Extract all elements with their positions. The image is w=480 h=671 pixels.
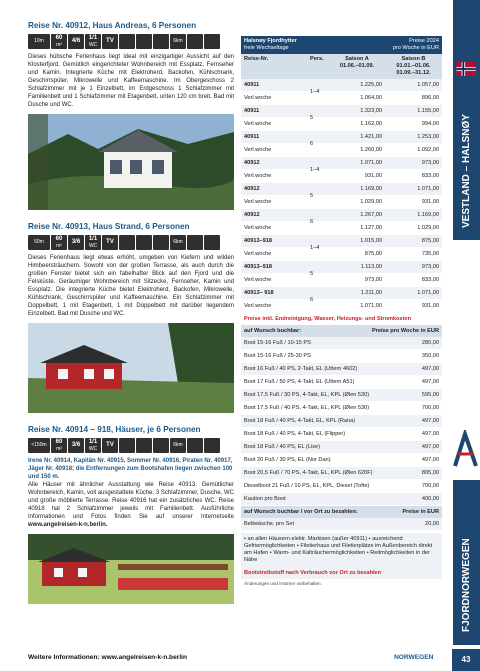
- table-cell: 1.127,00: [360, 225, 382, 231]
- boat-label: Boot 16 Fuß / 40 PS, 2-Takt, EL (Uttern 4602): [244, 365, 358, 372]
- table-cell: 1.211,00: [360, 290, 382, 296]
- table-cell: 40911: [244, 108, 260, 114]
- col-pers: Pers.: [310, 56, 324, 62]
- table-subtitle: freie Wechseltage: [244, 45, 289, 51]
- table-row: [241, 183, 442, 199]
- boat-price: 400,00: [421, 495, 439, 502]
- boat-price: 805,00: [421, 469, 439, 476]
- table-cell: 1.071,00: [360, 303, 382, 309]
- table-cell: Verl.woche: [244, 303, 272, 309]
- house-andreas-photo: [28, 114, 234, 210]
- boat-label: Boot 15-16 Fuß / 25-30 PS: [244, 352, 311, 359]
- table-cell: 1.260,00: [360, 147, 382, 153]
- boat-label: Dieselboot 21 Fuß / 10 PS, EL, KPL, Diesel (Tofte): [244, 482, 370, 489]
- area-icon: 60 m²: [51, 34, 67, 49]
- boat-price: 497,00: [421, 430, 439, 437]
- table-title: Halsnøy Fjordhytter: [244, 38, 297, 44]
- table-cell: 5: [310, 193, 314, 199]
- houses-photo: [28, 534, 234, 604]
- table-cell: 40912: [244, 160, 260, 166]
- section-description: Dieses hübsche Ferienhaus liegt ideal mit einzigartiger Aussicht auf den Klosterfjord. Gemütlich eingerichteter Wohnbereich mit Essplatz, Fernseher und Kamin. Integrierte Küche mit Elektroherd, Backofen, Kühlschrank, Geschirrspüler, Mikrowelle und Kaffeemaschine. Im Obergeschoss 2 Schlafzimmer mit je 1 Einzelbett, im Erdgeschoss 1 Schlafzimmer mit Familienbett und 1 Schlafzimmer mit Etagenbett, unten 120 cm breit. Bad mit Dusche und WC.: [28, 54, 234, 108]
- table-cell: 1–4: [310, 89, 320, 95]
- table-unit: pro Woche in EUR: [392, 45, 439, 51]
- washer-icon: [136, 235, 152, 250]
- distance-icon: 50m: [28, 235, 50, 250]
- section-title: Reise Nr. 40913, Haus Strand, 6 Personen: [28, 222, 190, 231]
- boat-row: [241, 350, 442, 363]
- boat-label: Boot 20 Fuß / 30 PS, EL (Nor Dan): [244, 456, 331, 463]
- pets-icon: [153, 34, 169, 49]
- table-row: [241, 118, 442, 131]
- col-season-a: [329, 56, 385, 77]
- bath-icon: 1/1 WC: [85, 438, 101, 453]
- table-row: [241, 300, 442, 313]
- boat-row: [241, 376, 442, 389]
- fishing-icon: [204, 34, 220, 49]
- smoke-free-icon: [187, 34, 203, 49]
- boat-rows: [241, 337, 442, 506]
- footer-info: Weitere Informationen: www.angelreisen-k-n.berlin: [28, 654, 188, 661]
- table-cell: 1.092,00: [417, 147, 439, 153]
- shop-icon: 6km: [170, 34, 186, 49]
- boat-price: 497,00: [421, 365, 439, 372]
- table-cell: 994,00: [421, 121, 439, 127]
- table-cell: 833,00: [421, 173, 439, 179]
- boat-row: [241, 493, 442, 506]
- boat-label: Boot 20,5 Fuß / 70 PS, 4-Takt, EL, KPL (Ølen 620F): [244, 469, 373, 476]
- table-cell: 1.071,00: [417, 186, 439, 192]
- table-header: [241, 36, 442, 54]
- season-a-label: Saison A: [345, 56, 369, 62]
- table-cell: 40913–918: [244, 238, 272, 244]
- bath-icon: 1/1 WC: [85, 235, 101, 250]
- table-cell: 1.029,00: [417, 225, 439, 231]
- boat-row: [241, 467, 442, 480]
- fuel-note: Bootstreibstoff nach Verbrauch vor Ort zu bezahlen: [241, 567, 442, 579]
- bath-icon: 1/1 WC: [85, 34, 101, 49]
- footer-country: NORWEGEN: [394, 654, 434, 661]
- boat-price: 497,00: [421, 443, 439, 450]
- table-row: [241, 105, 442, 121]
- tv-icon: TV: [102, 438, 118, 453]
- table-cell: 931,00: [364, 173, 382, 179]
- table-cell: 1.421,00: [360, 134, 382, 140]
- table-cell: 931,00: [421, 303, 439, 309]
- area-icon: 60 m²: [51, 438, 67, 453]
- fireplace-icon: [119, 235, 135, 250]
- bookable-unit: Preise pro Woche in EUR: [371, 328, 439, 334]
- table-cell: Verl.woche: [244, 225, 272, 231]
- table-cell: 6: [310, 297, 314, 303]
- table-cell: 1.169,00: [360, 186, 382, 192]
- table-cell: 931,00: [421, 199, 439, 205]
- table-cell: 973,00: [364, 277, 382, 283]
- washer-icon: [136, 34, 152, 49]
- link-prefix: Sie auf unserer Internetseite: [138, 514, 234, 520]
- table-cell: 1.169,00: [417, 212, 439, 218]
- boat-price: 350,00: [421, 352, 439, 359]
- season-b-label: Saison B: [401, 56, 426, 62]
- boat-price: 595,00: [421, 391, 439, 398]
- norway-flag-icon: [456, 62, 476, 76]
- boat-row: [241, 428, 442, 441]
- boat-row: [241, 480, 442, 493]
- house-strand-photo: [28, 323, 234, 413]
- table-cell: 40911: [244, 134, 260, 140]
- table-cell: 1.253,00: [417, 134, 439, 140]
- season-b-dates-2: 01.09.–31.12.: [396, 70, 431, 76]
- table-row: [241, 261, 442, 277]
- amenity-icons: [28, 438, 234, 453]
- price-note: Preise inkl. Endreinigung, Wasser, Heizungs- und Stromkosten: [244, 316, 412, 322]
- table-row: [241, 209, 442, 225]
- distance-icon: <150m: [28, 438, 50, 453]
- table-cell: 1.267,00: [360, 212, 382, 218]
- table-cell: Verl.woche: [244, 199, 272, 205]
- table-cell: 735,00: [421, 251, 439, 257]
- table-cell: 5: [310, 271, 314, 277]
- boat-label: Boot 15-16 Fuß / 10-15 PS: [244, 339, 311, 346]
- boat-label: Boot 18 Fuß / 40 PS, 4-Takt, EL, KPL (Rana): [244, 417, 356, 424]
- distance-icon: 10m: [28, 34, 50, 49]
- table-row: [241, 144, 442, 157]
- brand-logo-icon: [452, 430, 479, 470]
- table-cell: 1.064,00: [360, 95, 382, 101]
- column-headers: [241, 54, 442, 79]
- table-cell: 5: [310, 115, 314, 121]
- amenities-bullets: • an allen Häusern elektr. Markisen (außer 40911) • ausreichend Gefriermöglichkeiten • Filetierhaus und Filetierplätze im Außenbereich direkt am Hafen • Warm- und Kaltrăuchermöglichkeiten • Reitmöglichkeiten in der Nähe: [241, 533, 442, 567]
- amenity-icons: [28, 34, 234, 49]
- area-tab: [453, 480, 480, 645]
- page-number: 43: [452, 649, 480, 671]
- table-year: Preise 2024: [409, 38, 439, 44]
- boat-label: Boot 18 Fuß / 40 PS, 4-Takt, EL (Flipper): [244, 430, 346, 437]
- table-row: [241, 92, 442, 105]
- price-rows: [241, 79, 442, 313]
- boat-label: Boot 18 Fuß / 40 PS, EL (Lise): [244, 443, 320, 450]
- table-cell: 40912: [244, 212, 260, 218]
- area-icon: 60 m²: [51, 235, 67, 250]
- section-title: Reise Nr. 40912, Haus Andreas, 6 Personen: [28, 21, 197, 30]
- bookable-label: auf Wunsch buchbar:: [244, 328, 302, 334]
- smoke-free-icon: [187, 438, 203, 453]
- shop-icon: 6km: [170, 235, 186, 250]
- table-row: [241, 196, 442, 209]
- table-row: [241, 131, 442, 147]
- table-cell: 1.113,00: [360, 264, 382, 270]
- section-40912: [28, 20, 234, 221]
- table-cell: 40913–918: [244, 264, 272, 270]
- section-40913: [28, 221, 234, 424]
- table-cell: Verl.woche: [244, 251, 272, 257]
- table-row: [241, 222, 442, 235]
- boat-label: Boot 17,5 Fuß / 30 PS, 4-Takt, EL, KPL (Ølen 530): [244, 391, 370, 398]
- table-cell: 1–4: [310, 167, 320, 173]
- washer-icon: [136, 438, 152, 453]
- table-cell: 1.071,00: [360, 160, 382, 166]
- beds-icon: 4/6: [68, 34, 84, 49]
- boat-label: Boot 17 Fuß / 50 PS, 4-Takt, EL (Uttern A51): [244, 378, 355, 385]
- table-cell: 833,00: [421, 277, 439, 283]
- boat-price: 497,00: [421, 456, 439, 463]
- pets-icon: [153, 438, 169, 453]
- website-link[interactable]: www.angelreisen-k-n.berlin.: [28, 522, 108, 528]
- boat-label: Kaution pro Boot: [244, 495, 286, 502]
- fireplace-icon: [119, 34, 135, 49]
- changes-note: Änderungen und Irrtümer vorbehalten.: [244, 581, 322, 586]
- smoke-free-icon: [187, 235, 203, 250]
- linen-label: Bettwäsche, pro Set: [244, 520, 295, 527]
- table-cell: 1–4: [310, 245, 320, 251]
- table-row: [241, 157, 442, 173]
- boat-row: [241, 402, 442, 415]
- bookable-header: [241, 325, 442, 337]
- table-cell: 1.015,00: [360, 238, 382, 244]
- region-label: VESTLAND – HALSNØY: [461, 114, 472, 228]
- boat-price: 700,00: [421, 404, 439, 411]
- col-season-b: [385, 56, 442, 77]
- col-reise: Reise-Nr.: [244, 56, 269, 62]
- boat-row: [241, 454, 442, 467]
- boat-row: [241, 389, 442, 402]
- section-subtitle: Irene Nr. 40914, Kapitän Nr. 40915, Sommer Nr. 40916, Piraten Nr. 40917, Jäger Nr. 40918; die Entfernungen zum Bootshafen liegen zwischen 100 und 150 m.: [28, 458, 233, 480]
- section-description: [28, 481, 234, 529]
- pets-icon: [153, 235, 169, 250]
- table-cell: 40911: [244, 82, 260, 88]
- table-row: [241, 274, 442, 287]
- section-40914-918: [28, 424, 234, 615]
- fishing-icon: [204, 235, 220, 250]
- table-cell: 6: [310, 141, 314, 147]
- tv-icon: TV: [102, 34, 118, 49]
- table-cell: 1.162,00: [360, 121, 382, 127]
- onsite-unit: Preise in EUR: [402, 509, 439, 515]
- table-row: [241, 287, 442, 303]
- table-cell: 1.057,00: [417, 82, 439, 88]
- boat-price: 700,00: [421, 482, 439, 489]
- linen-price: 20,00: [425, 520, 439, 527]
- table-cell: 1.155,00: [417, 108, 439, 114]
- season-b-dates-1: 01.01.–01.06.: [396, 63, 431, 69]
- table-cell: 1.071,00: [417, 290, 439, 296]
- boat-row: [241, 363, 442, 376]
- table-row: [241, 248, 442, 261]
- region-tab: [453, 0, 480, 240]
- fireplace-icon: [119, 438, 135, 453]
- section-title: Reise Nr. 40914 – 918, Häuser, je 6 Personen: [28, 425, 201, 434]
- boat-label: Boot 17,5 Fuß / 40 PS, 4-Takt, EL, KPL (Ølen 530): [244, 404, 370, 411]
- table-cell: 973,00: [421, 160, 439, 166]
- left-column: [28, 20, 234, 615]
- linen-row: [241, 518, 442, 531]
- table-cell: Verl.woche: [244, 121, 272, 127]
- beds-icon: 3/6: [68, 438, 84, 453]
- table-cell: 40913– 918: [244, 290, 274, 296]
- boat-row: [241, 337, 442, 350]
- boat-price: 280,00: [421, 339, 439, 346]
- area-label: FJORDNORWEGEN: [461, 538, 472, 632]
- table-cell: 1.225,00: [360, 82, 382, 88]
- boat-row: [241, 441, 442, 454]
- boat-price: 497,00: [421, 417, 439, 424]
- table-row: [241, 235, 442, 251]
- onsite-header: [241, 506, 442, 518]
- table-row: [241, 79, 442, 95]
- table-cell: 875,00: [364, 251, 382, 257]
- table-cell: 1.029,00: [360, 199, 382, 205]
- description-text: Alle Häuser mit ähnlicher Ausstattung wie Reise 40913. Gemütlicher Wohnbereich, Kamin, voll ausgestattete Küche, 3 Schlafzimmer, Dusche, WC und große möblierte Terrasse. Reise 40916 hat ein zusätzliches WC. Reise 40918 hat 2 Schlafzimmer jeweils mit Familienbett. Ausführliche Informationen und Fotos finden: [28, 482, 234, 520]
- table-row: [241, 170, 442, 183]
- page-footer: [0, 648, 480, 671]
- table-cell: Verl.woche: [244, 95, 272, 101]
- table-cell: Verl.woche: [244, 277, 272, 283]
- table-cell: Verl.woche: [244, 147, 272, 153]
- amenity-icons: [28, 235, 234, 250]
- onsite-label: auf Wunsch buchbar / vor Ort zu bezahlen:: [244, 509, 358, 515]
- section-description: Dieses Ferienhaus liegt etwas erhöht, umgeben von Kiefern und wilden Himbeersträuchern. Sowohl von der großen Terrasse, als auch durch die großen Fenster bietet sich ein fabelhafter Blick auf den Fjord und die Felsküste. Geräumiger Wohnbereich mit Sitzecke, Fernseher, Kamin und Essplatz. Die integrierte Küche bietet Elektroherd, Backofen, Mikrowelle, Kühlschrank, Geschirrspüler und Kaffeemaschine. Ein Schlafzimmer mit Doppelbett, 1 mit Etagenbett, 1 mit Doppelbett mit darüber liegendem Einzelbett. Bad mit Dusche und WC.: [28, 255, 234, 317]
- tv-icon: TV: [102, 235, 118, 250]
- table-cell: 896,00: [421, 95, 439, 101]
- table-cell: 875,00: [421, 238, 439, 244]
- table-cell: 40912: [244, 186, 260, 192]
- fishing-icon: [204, 438, 220, 453]
- boat-price: 497,00: [421, 378, 439, 385]
- season-a-dates: 01.06.–01.09.: [339, 63, 375, 69]
- price-table: [241, 36, 442, 588]
- table-cell: 6: [310, 219, 314, 225]
- boat-row: [241, 415, 442, 428]
- shop-icon: 6km: [170, 438, 186, 453]
- table-cell: Verl.woche: [244, 173, 272, 179]
- beds-icon: 3/6: [68, 235, 84, 250]
- table-cell: 1.323,00: [360, 108, 382, 114]
- table-cell: 973,00: [421, 264, 439, 270]
